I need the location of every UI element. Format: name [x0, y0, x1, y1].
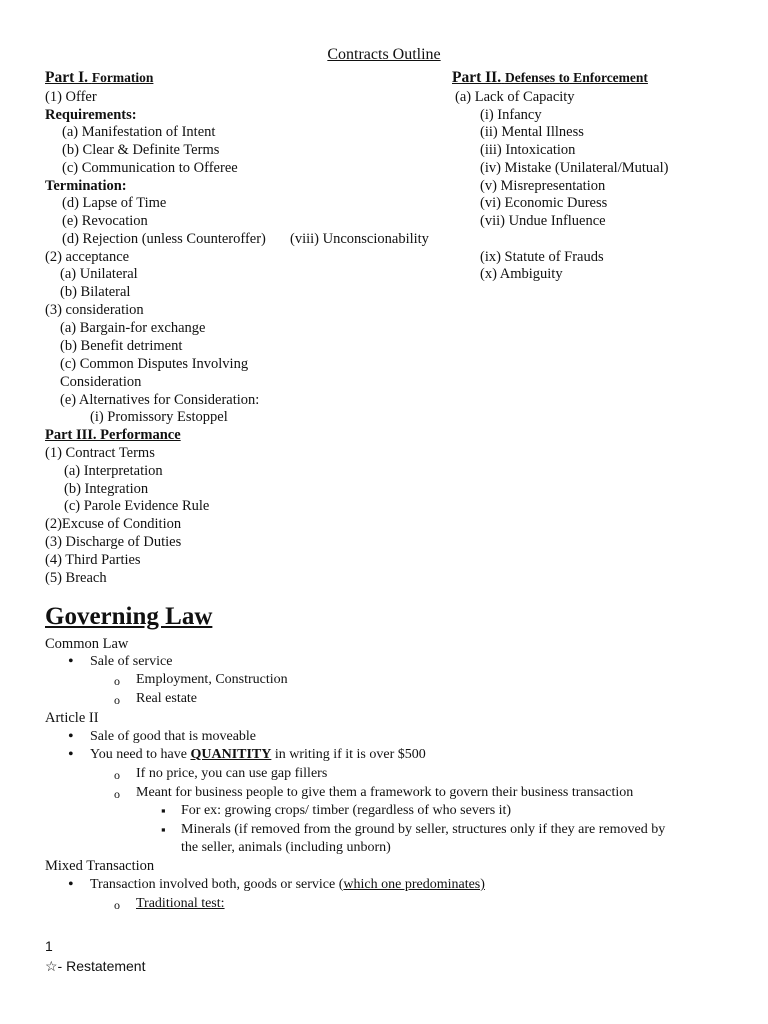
- outline-line: (2)Excuse of Condition: [45, 516, 182, 532]
- part2-subtitle: Defenses to Enforcement: [504, 70, 648, 85]
- section-label: Common Law: [45, 636, 129, 652]
- part2-label: Part II.: [452, 69, 502, 86]
- bullet-item: • Sale of service: [90, 653, 172, 671]
- outline-line: (i) Infancy: [480, 107, 542, 123]
- outline-line: (c) Parole Evidence Rule: [64, 498, 210, 514]
- outline-line: (5) Breach: [45, 570, 107, 586]
- emphasis-text: which one predominates): [343, 877, 485, 892]
- outline-line: (vi) Economic Duress: [480, 195, 608, 211]
- restatement-legend: ☆- Restatement: [45, 958, 146, 974]
- outline-line: (1) Contract Terms: [45, 445, 155, 461]
- outline-line: (vii) Undue Influence: [480, 213, 606, 229]
- page-number: 1: [45, 938, 53, 954]
- outline-line: (ix) Statute of Frauds: [480, 249, 604, 265]
- outline-line: (iii) Intoxication: [480, 142, 576, 158]
- outline-label: Requirements:: [45, 107, 137, 123]
- outline-line: (2) acceptance: [45, 249, 130, 265]
- outline-line: (v) Misrepresentation: [480, 178, 606, 194]
- outline-line: (b) Integration: [64, 481, 149, 497]
- bullet-text: in writing if it is over $500: [271, 747, 426, 762]
- outline-line: (e) Alternatives for Consideration:: [60, 392, 260, 408]
- outline-label: Termination:: [45, 178, 127, 194]
- outline-line: (a) Interpretation: [64, 463, 163, 479]
- document-title: Contracts Outline: [327, 46, 441, 63]
- bullet-item: o Traditional test:: [136, 895, 225, 913]
- governing-law-heading: Governing Law: [45, 603, 213, 630]
- outline-line: (a) Lack of Capacity: [455, 89, 575, 105]
- part2-heading: [452, 69, 648, 87]
- outline-line: (a) Manifestation of Intent: [62, 124, 216, 140]
- outline-line: (c) Communication to Offeree: [62, 160, 238, 176]
- part1-label: Part I.: [45, 69, 89, 86]
- outline-line: (x) Ambiguity: [480, 266, 563, 282]
- outline-line: (4) Third Parties: [45, 552, 141, 568]
- bullet-text: You need to have: [90, 747, 191, 762]
- outline-line: (iv) Mistake (Unilateral/Mutual): [480, 160, 669, 176]
- bullet-item: [90, 876, 485, 894]
- outline-line: (i) Promissory Estoppel: [90, 409, 228, 425]
- bullet-item: o Real estate: [136, 690, 197, 708]
- bullet-item: o Meant for business people to give them a framework to govern their business transaction: [136, 784, 633, 802]
- section-label: Mixed Transaction: [45, 858, 155, 874]
- outline-line: (a) Unilateral: [60, 266, 138, 282]
- outline-line: (b) Benefit detriment: [60, 338, 183, 354]
- outline-line: (e) Revocation: [62, 213, 148, 229]
- bullet-item: • Sale of good that is moveable: [90, 728, 256, 746]
- bullet-continuation: the seller, animals (including unborn): [181, 840, 391, 855]
- bullet-item: o If no price, you can use gap fillers: [136, 765, 327, 783]
- outline-line: (b) Bilateral: [60, 284, 131, 300]
- outline-line: (c) Common Disputes Involving: [60, 356, 249, 372]
- outline-line: (viii) Unconscionability: [290, 231, 429, 247]
- bullet-item: ▪ For ex: growing crops/ timber (regardless of who severs it): [181, 802, 511, 820]
- part1-heading: [45, 69, 153, 87]
- bullet-item: o Employment, Construction: [136, 671, 288, 689]
- outline-line: Consideration: [60, 374, 142, 390]
- bullet-item: ▪ Minerals (if removed from the ground by seller, structures only if they are removed by: [181, 821, 665, 839]
- outline-line: (d) Lapse of Time: [62, 195, 167, 211]
- part1-subtitle: Formation: [91, 70, 154, 85]
- outline-line: (3) consideration: [45, 302, 144, 318]
- bullet-item: [90, 746, 426, 764]
- outline-line: (b) Clear & Definite Terms: [62, 142, 220, 158]
- emphasis-text: QUANITITY: [190, 747, 272, 762]
- outline-line: (a) Bargain-for exchange: [60, 320, 206, 336]
- outline-line: (d) Rejection (unless Counteroffer): [62, 231, 266, 247]
- outline-line: (1) Offer: [45, 89, 97, 105]
- outline-line: (3) Discharge of Duties: [45, 534, 182, 550]
- outline-line: (ii) Mental Illness: [480, 124, 584, 140]
- section-label: Article II: [45, 710, 99, 726]
- part3-heading: Part III. Performance: [45, 427, 181, 443]
- bullet-text: Transaction involved both, goods or service (: [90, 877, 344, 892]
